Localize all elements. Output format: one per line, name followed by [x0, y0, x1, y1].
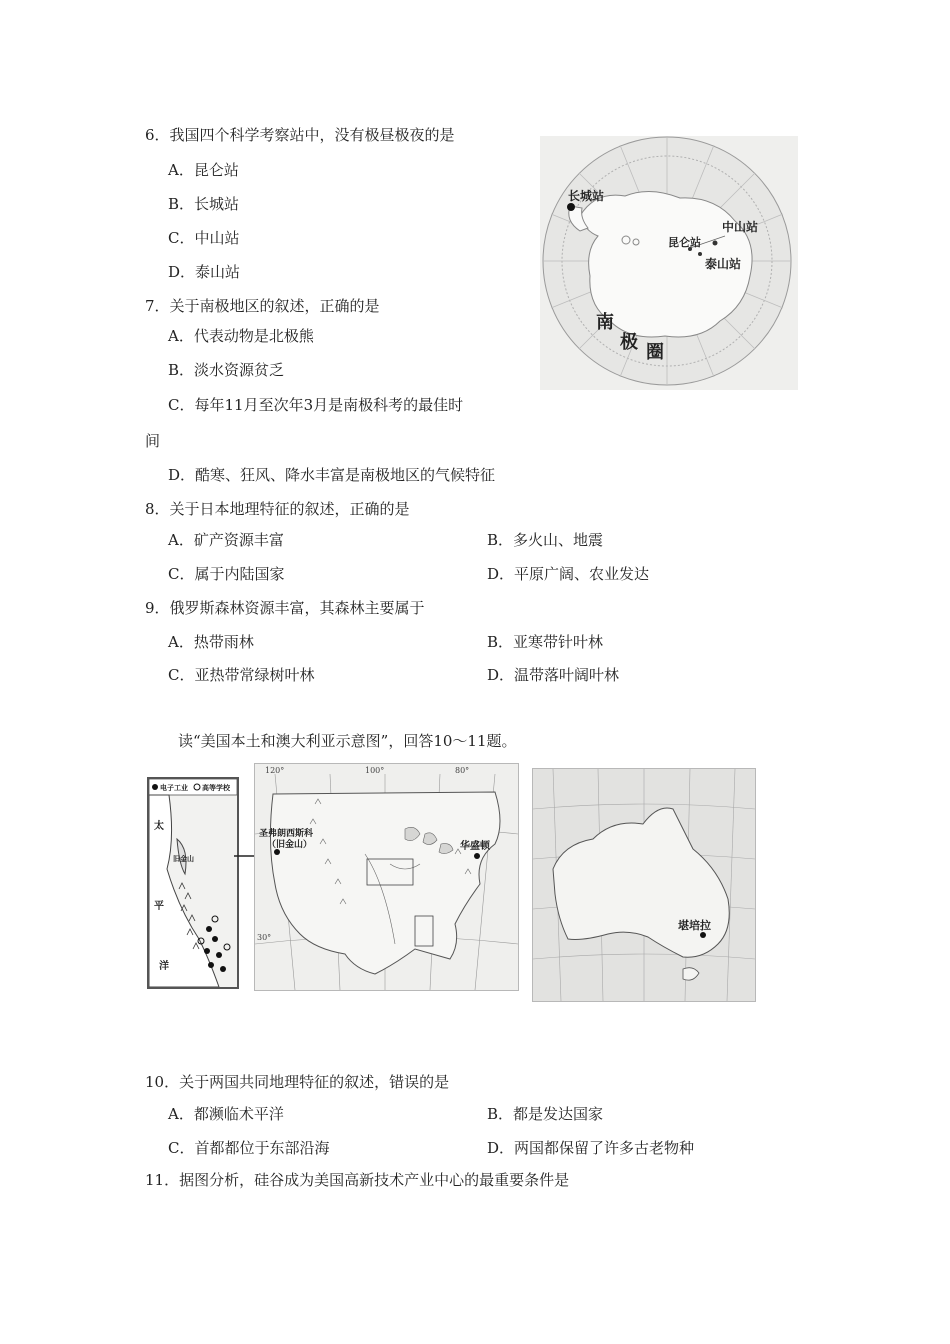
q6-option-d: D．泰山站 [168, 263, 241, 281]
city-sf-label-2: （旧金山） [267, 840, 313, 850]
legend-electronics-label: 电子工业 [160, 783, 188, 792]
q6-option-c: C．中山站 [168, 229, 240, 247]
lon-80-label: 80° [455, 766, 470, 775]
legend-university-label: 高等学校 [202, 783, 230, 792]
q8-stem: 8．关于日本地理特征的叙述，正确的是 [145, 500, 410, 518]
lon-100-label: 100° [365, 766, 385, 775]
silicon-valley-inset-map [147, 777, 239, 989]
station-taishan-label: 泰山站 [705, 257, 742, 271]
q10-option-b: B．都是发达国家 [487, 1105, 604, 1123]
q7-option-c-line1: C．每年11月至次年3月是南极科考的最佳时 [168, 396, 464, 414]
q7-option-a: A．代表动物是北极熊 [168, 327, 314, 345]
inset-city-label: 旧金山 [173, 854, 194, 863]
q10-stem: 10．关于两国共同地理特征的叙述，错误的是 [145, 1073, 450, 1091]
antarctic-circle-label-1: 南 [596, 312, 614, 333]
q9-option-d: D．温带落叶阔叶林 [487, 666, 620, 684]
q9-option-c: C．亚热带常绿树叶林 [168, 666, 315, 684]
australia-map [532, 768, 756, 1002]
q10-11-intro: 读“美国本土和澳大利亚示意图”，回答10～11题。 [178, 732, 517, 750]
station-changcheng-label: 长城站 [568, 189, 605, 203]
q7-option-c-line2: 间 [145, 432, 161, 450]
q7-option-d: D．酷寒、狂风、降水丰富是南极地区的气候特征 [168, 466, 496, 484]
city-washington-label: 华盛顿 [460, 841, 490, 852]
q9-option-b: B．亚寒带针叶林 [487, 633, 604, 651]
q6-option-b: B．长城站 [168, 195, 240, 213]
usa-map [254, 763, 519, 991]
q8-option-d: D．平原广阔、农业发达 [487, 565, 650, 583]
city-canberra-label: 堪培拉 [678, 919, 711, 932]
antarctic-circle-label-3: 圈 [646, 342, 664, 363]
q9-stem: 9．俄罗斯森林资源丰富，其森林主要属于 [145, 599, 425, 617]
lon-120-label: 120° [265, 766, 285, 775]
station-kunlun-label: 昆仑站 [668, 236, 701, 249]
q6-option-a: A．昆仑站 [168, 161, 239, 179]
lat-30-label: 30° [257, 933, 272, 942]
q7-option-b: B．淡水资源贫乏 [168, 361, 285, 379]
q10-option-a: A．都濒临术平洋 [168, 1105, 284, 1123]
inset-label-2: 平 [154, 901, 164, 912]
inset-label-3: 洋 [159, 961, 169, 972]
q8-option-b: B．多火山、地震 [487, 531, 604, 549]
city-sf-label-1: 圣弗朗西斯科 [259, 829, 314, 839]
station-zhongshan-label: 中山站 [722, 220, 759, 234]
q10-option-c: C．首都都位于东部沿海 [168, 1139, 330, 1157]
q9-option-a: A．热带雨林 [168, 633, 254, 651]
q8-option-c: C．属于内陆国家 [168, 565, 285, 583]
q10-option-d: D．两国都保留了许多古老物种 [487, 1139, 695, 1157]
antarctic-circle-label-2: 极 [620, 332, 638, 353]
q6-stem: 6．我国四个科学考察站中，没有极昼极夜的是 [145, 126, 455, 144]
antarctica-map [540, 136, 798, 390]
q8-option-a: A．矿产资源丰富 [168, 531, 284, 549]
q7-stem: 7．关于南极地区的叙述，正确的是 [145, 297, 380, 315]
inset-label-1: 太 [154, 821, 164, 832]
q11-stem: 11．据图分析，硅谷成为美国高新技术产业中心的最重要条件是 [145, 1171, 570, 1189]
